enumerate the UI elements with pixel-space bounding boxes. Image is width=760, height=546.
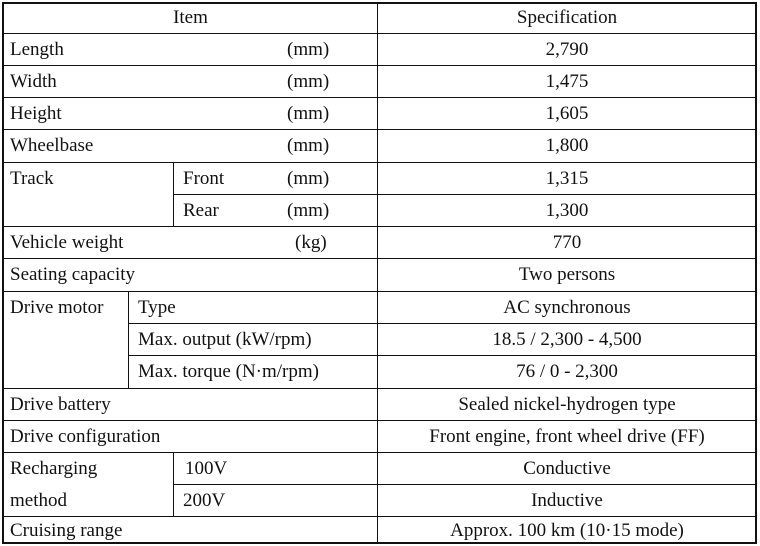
row-value-length: 2,790 xyxy=(545,39,589,60)
row-divider xyxy=(2,65,757,66)
row-divider xyxy=(173,194,757,195)
row-sublabel-track-rear: Rear xyxy=(183,200,219,221)
row-value-max-output: 18.5 / 2,300 - 4,500 xyxy=(492,329,642,350)
row-sublabel-200v: 200V xyxy=(183,490,226,511)
header-item: Item xyxy=(173,7,208,28)
row-divider xyxy=(2,420,757,421)
row-value-cruising-range: Approx. 100 km (10·15 mode) xyxy=(450,520,684,541)
row-value-drive-battery: Sealed nickel-hydrogen type xyxy=(458,394,676,415)
column-divider xyxy=(128,291,129,388)
row-value-max-torque: 76 / 0 - 2,300 xyxy=(516,361,618,382)
row-unit-wheelbase: (mm) xyxy=(287,135,330,156)
row-value-seating-capacity: Two persons xyxy=(518,264,616,285)
row-value-track-rear: 1,300 xyxy=(545,200,589,221)
row-value-height: 1,605 xyxy=(545,103,589,124)
row-label-length: Length xyxy=(10,39,64,60)
row-sublabel-motor-type: Type xyxy=(138,297,176,318)
row-label-cruising-range: Cruising range xyxy=(10,520,123,541)
row-divider xyxy=(128,355,757,356)
row-label-wheelbase: Wheelbase xyxy=(10,135,94,156)
row-label-drive-configuration: Drive configuration xyxy=(10,426,161,447)
row-label-track: Track xyxy=(10,168,54,189)
row-sublabel-track-front: Front xyxy=(183,168,225,189)
row-label-vehicle-weight: Vehicle weight xyxy=(10,232,124,253)
row-value-wheelbase: 1,800 xyxy=(545,135,589,156)
column-divider xyxy=(377,2,378,544)
row-unit-track-rear: (mm) xyxy=(287,200,330,221)
row-divider xyxy=(2,452,757,453)
row-divider xyxy=(173,484,757,485)
header-specification: Specification xyxy=(516,7,618,28)
row-label-seating-capacity: Seating capacity xyxy=(10,264,136,285)
row-label-recharging-line2: method xyxy=(10,490,67,511)
row-divider xyxy=(128,323,757,324)
row-unit-length: (mm) xyxy=(287,39,330,60)
row-divider xyxy=(2,97,757,98)
row-label-recharging-line1: Recharging xyxy=(10,458,98,479)
row-label-width: Width xyxy=(10,71,57,92)
row-unit-track-front: (mm) xyxy=(287,168,330,189)
row-unit-vehicle-weight: (kg) xyxy=(295,232,327,253)
row-divider xyxy=(2,388,757,389)
row-unit-height: (mm) xyxy=(287,103,330,124)
row-sublabel-max-torque: Max. torque (N·m/rpm) xyxy=(138,361,319,382)
row-divider xyxy=(2,162,757,163)
row-value-motor-type: AC synchronous xyxy=(503,297,631,318)
row-label-drive-motor: Drive motor xyxy=(10,297,104,318)
column-divider xyxy=(173,162,174,226)
row-value-vehicle-weight: 770 xyxy=(552,232,582,253)
row-value-100v: Conductive xyxy=(523,458,611,479)
row-value-width: 1,475 xyxy=(545,71,589,92)
row-divider xyxy=(2,258,757,259)
row-divider xyxy=(2,33,757,34)
row-label-height: Height xyxy=(10,103,62,124)
row-value-drive-configuration: Front engine, front wheel drive (FF) xyxy=(429,426,705,447)
row-value-track-front: 1,315 xyxy=(545,168,589,189)
row-sublabel-max-output: Max. output (kW/rpm) xyxy=(138,329,312,350)
row-divider xyxy=(2,129,757,130)
row-value-200v: Inductive xyxy=(531,490,603,511)
row-label-drive-battery: Drive battery xyxy=(10,394,111,415)
row-divider xyxy=(2,226,757,227)
row-unit-width: (mm) xyxy=(287,71,330,92)
column-divider xyxy=(173,452,174,516)
row-sublabel-100v: 100V xyxy=(185,458,228,479)
row-divider xyxy=(2,291,757,292)
